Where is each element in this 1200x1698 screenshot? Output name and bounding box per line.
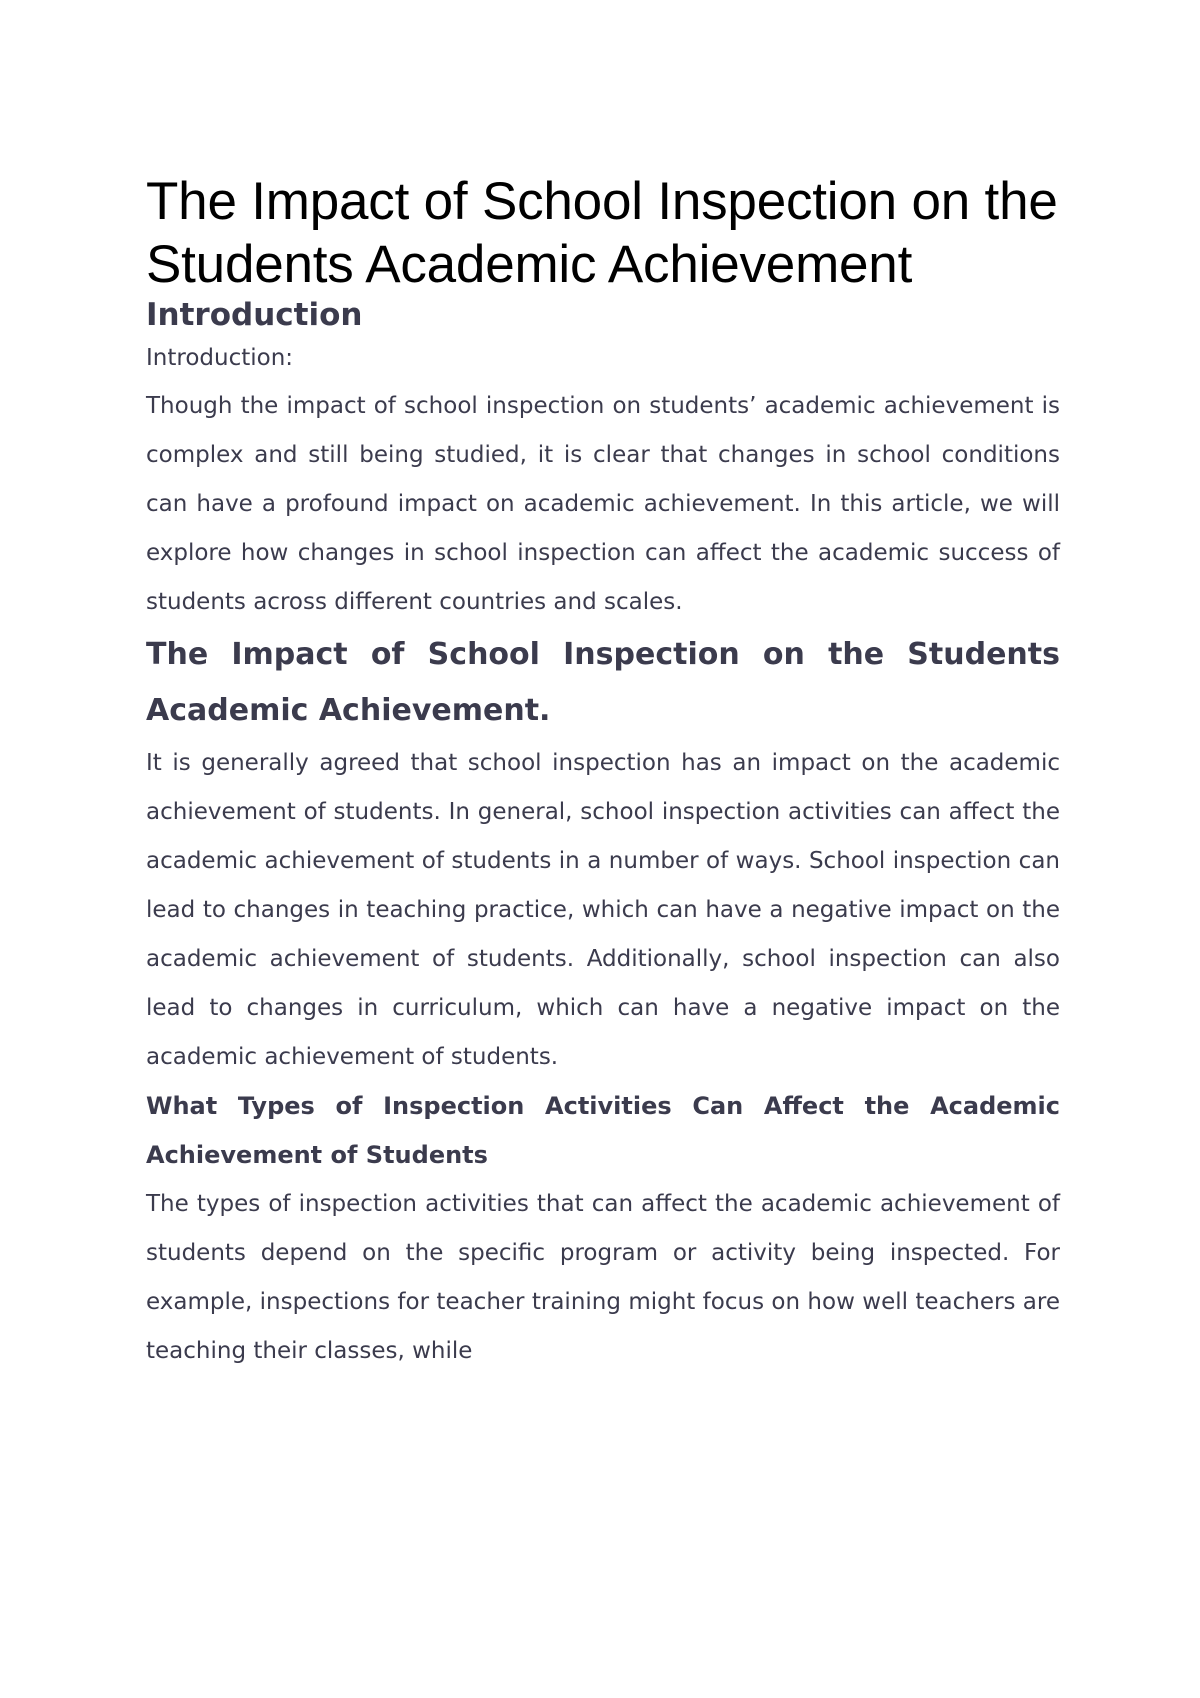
section-heading-impact: The Impact of School Inspection on the Students Academic Achievement. [146,637,1060,728]
intro-paragraph: Though the impact of school inspection on students’ academic achievement is complex and still being studied, it is clear that changes in school conditions can have a profound impact on academic achievement. In this article, we will explore how changes in school inspection can affect the academic success of students across different countries and scales. [146,393,1060,615]
types-paragraph: The types of inspection activities that can affect the academic achievement of students depend on the specific program or activity being inspected. For example, inspections for teacher training might focus on how well teachers are teaching their classes, while [146,1191,1060,1364]
section-heading-types: What Types of Inspection Activities Can Affect the Academic Achievement of Students [146,1092,1060,1169]
intro-label: Introduction: [146,345,294,371]
document-body [146,170,1060,1376]
section-heading-introduction: Introduction [146,297,363,333]
document-title: The Impact of School Inspection on the Students Academic Achievement [146,172,1058,294]
impact-paragraph: It is generally agreed that school inspection has an impact on the academic achievement of students. In general, school inspection activities can affect the academic achievement of students in a number of ways. School inspection can lead to changes in teaching practice, which can have a negative impact on the academic achievement of students. Additionally, school inspection can also lead to changes in curriculum, which can have a negative impact on the academic achievement of students. [146,750,1060,1070]
